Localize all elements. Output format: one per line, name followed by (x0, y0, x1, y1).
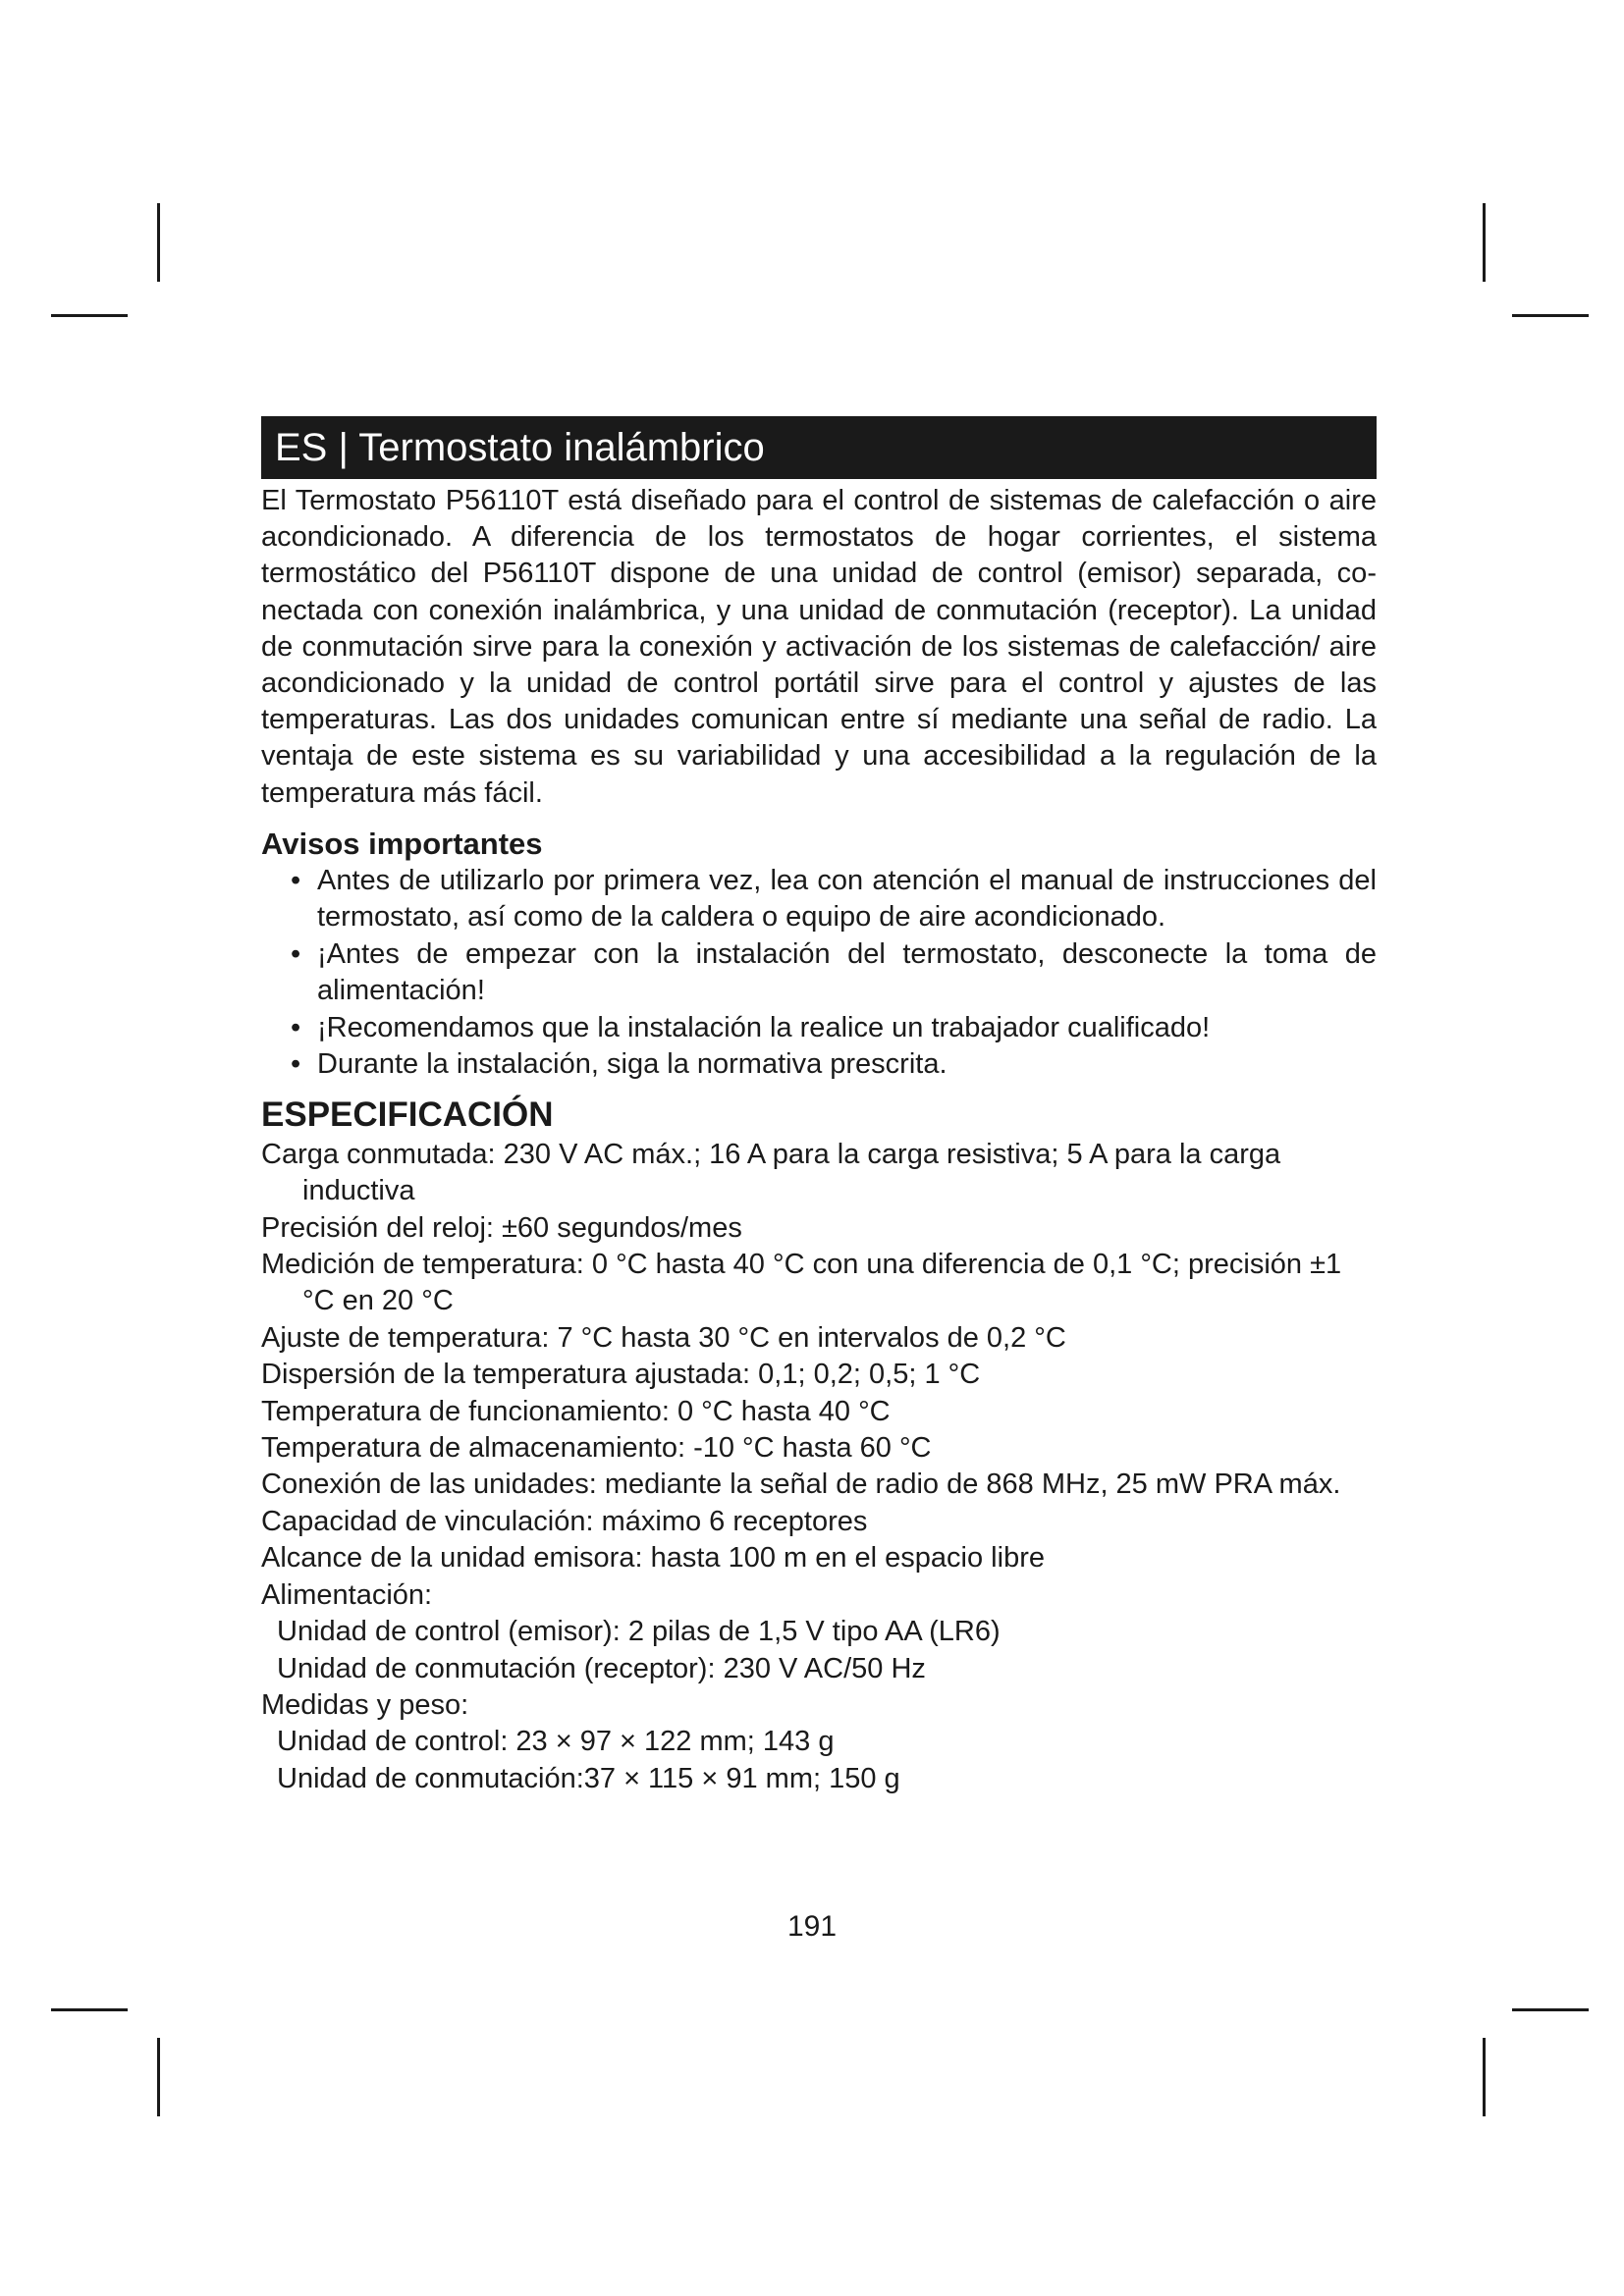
notices-list (261, 863, 1377, 1084)
spec-line: Dispersión de la temperatura ajustada: 0,1; 0,2; 0,5; 1 °C (261, 1359, 981, 1391)
spec-subline: Unidad de control (emisor): 2 pilas de 1,5 V tipo AA (LR6) (277, 1616, 1001, 1648)
page-number: 191 (786, 1910, 838, 1943)
intro-paragraph: El Termostato P56110T está diseñado para el control de sistemas de calefacción o aire acondicionado. A diferencia de los termostatos de hogar corrientes, el sistema termostático del P56110T dispone de una unidad de control (emisor) separada, conectada con conexión inalámbrica, y una unidad de conmutación (receptor). La unidad de conmutación sirve para la conexión y activación de los sistemas de calefacción/ aire acondicionado y la unidad de control portátil sirve para el control y ajustes de las temperaturas. Las dos unidades comunican entre sí mediante una señal de radio. La ventaja de este sistema es su variabilidad y una accesibilidad a la regulación de la temperatura más fácil. (261, 485, 1377, 809)
spec-line: Conexión de las unidades: mediante la señal de radio de 868 MHz, 25 mW PRA máx. (261, 1468, 1341, 1501)
crop-mark-top-left-vertical (157, 203, 160, 282)
spec-line: Medidas y peso: (261, 1688, 469, 1721)
crop-mark-bottom-right-vertical (1483, 2038, 1486, 2116)
spec-line: Carga conmutada: 230 V AC máx.; 16 A para la carga resistiva; 5 A para la carga inductiva (261, 1138, 1281, 1207)
crop-mark-top-right-vertical (1483, 203, 1486, 282)
notice-item: • Durante la instalación, siga la normativa prescrita. (291, 1046, 1377, 1084)
spec-subline: Unidad de control: 23 × 97 × 122 mm; 143 g (277, 1726, 835, 1758)
notice-item: • Antes de utilizarlo por primera vez, lea con atención el manual de instrucciones del termostato, así como de la caldera o equipo de aire acondicionado. (291, 863, 1377, 936)
spec-line: Alimentación: (261, 1578, 433, 1611)
crop-mark-bottom-left-vertical (157, 2038, 160, 2116)
crop-mark-bottom-left-horizontal (51, 2008, 128, 2011)
spec-line: Capacidad de vinculación: máximo 6 receptores (261, 1505, 868, 1537)
crop-mark-top-left-horizontal (51, 314, 128, 317)
spec-subline: Unidad de conmutación (receptor): 230 V AC/50 Hz (277, 1652, 926, 1684)
spec-line: Temperatura de almacenamiento: -10 °C hasta 60 °C (261, 1432, 932, 1465)
spec-list (261, 1137, 1377, 1797)
spec-line: Temperatura de funcionamiento: 0 °C hasta 40 °C (261, 1395, 891, 1427)
notice-item: • ¡Recomendamos que la instalación la realice un trabajador cualificado! (291, 1010, 1377, 1047)
spec-heading: ESPECIFICACIÓN (261, 1095, 554, 1134)
notice-item: • ¡Antes de empezar con la instalación del termostato, desconecte la toma de alimentación! (291, 936, 1377, 1010)
section-title-bar: ES | Termostato inalámbrico (261, 416, 1377, 479)
crop-mark-top-right-horizontal (1512, 314, 1589, 317)
spec-subline: Unidad de conmutación:37 × 115 × 91 mm; 150 g (277, 1762, 900, 1794)
spec-line: Ajuste de temperatura: 7 °C hasta 30 °C en intervalos de 0,2 °C (261, 1321, 1066, 1354)
page-content (261, 416, 1377, 1797)
spec-line: Medición de temperatura: 0 °C hasta 40 °C con una diferencia de 0,1 °C; precisión ±1 °C en 20 °C (261, 1249, 1342, 1317)
notices-heading: Avisos importantes (261, 826, 543, 861)
crop-mark-bottom-right-horizontal (1512, 2008, 1589, 2011)
spec-line: Precisión del reloj: ±60 segundos/mes (261, 1211, 742, 1244)
spec-line: Alcance de la unidad emisora: hasta 100 m en el espacio libre (261, 1542, 1045, 1575)
